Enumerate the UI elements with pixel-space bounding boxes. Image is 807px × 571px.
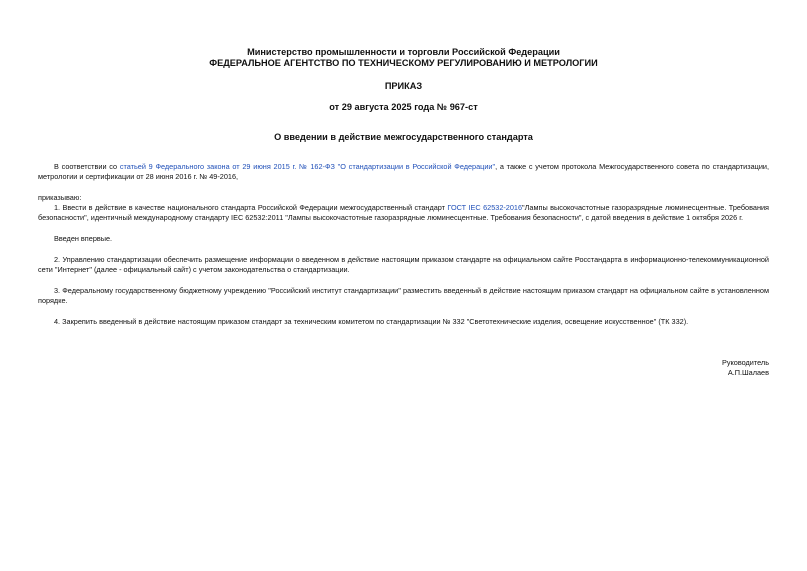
ministry-name: Министерство промышленности и торговли Российской Федерации xyxy=(247,47,560,57)
agency-name: ФЕДЕРАЛЬНОЕ АГЕНТСТВО ПО ТЕХНИЧЕСКОМУ РЕГУЛИРОВАНИЮ И МЕТРОЛОГИИ xyxy=(209,58,598,68)
paragraph-order-word: приказываю: xyxy=(38,193,82,202)
item-1-text-end: "Лампы высокочастотные газоразрядные люминесцентные. Требования безопасности", идентичный международному стандарту IEC 62532:2011 "Лампы высокочастотные газоразрядные люминесцентные. Требования безопасности", с датой введения в действие 1 октября 2026 г. xyxy=(38,203,769,223)
item-1-text-start: 1. Ввести в действие в качестве национального стандарта Российской Федерации межгосударственный стандарт xyxy=(54,203,448,212)
preamble-text-end: , а также с учетом протокола Межгосударственного совета по стандартизации, метрологии и сертификации от 28 июня 2016 г. № 49-2016, xyxy=(38,162,769,182)
paragraph-item-2: 2. Управлению стандартизации обеспечить размещение информации о введенном в действие настоящим приказом стандарте на официальном сайте Росстандарта в информационно-телекоммуникационной сети "Интернет" (далее - официальный сайт) с учетом законодательства о стандартизации. xyxy=(38,255,769,275)
order-title: ПРИКАЗ xyxy=(384,81,423,91)
preamble-text-start: В соответствии со xyxy=(54,162,120,171)
federal-law-link[interactable]: статьей 9 Федерального закона от 29 июня 2015 г. № 162-ФЗ "О стандартизации в Российской Федерации" xyxy=(119,162,496,171)
paragraph-item-1 xyxy=(38,203,769,224)
order-subject: О введении в действие межгосударственного стандарта xyxy=(274,132,533,142)
paragraph-introduced-first: Введен впервые. xyxy=(54,234,113,243)
signature-name: А.П.Шалаев xyxy=(727,368,769,377)
paragraph-preamble xyxy=(38,162,769,183)
order-date-number: от 29 августа 2025 года № 967-ст xyxy=(329,102,478,112)
paragraph-item-3: 3. Федеральному государственному бюджетному учреждению "Российский институт стандартизации" разместить введенный в действие настоящим приказом стандарт на официальном сайте в установленном порядке. xyxy=(38,286,769,306)
paragraph-item-4: 4. Закрепить введенный в действие настоящим приказом стандарт за техническим комитетом по стандартизации № 332 "Светотехнические изделия, освещение искусственное" (ТК 332). xyxy=(54,317,689,326)
gost-standard-link[interactable]: ГОСТ IEC 62532-2016 xyxy=(447,203,523,212)
signature-role: Руководитель xyxy=(721,358,769,367)
